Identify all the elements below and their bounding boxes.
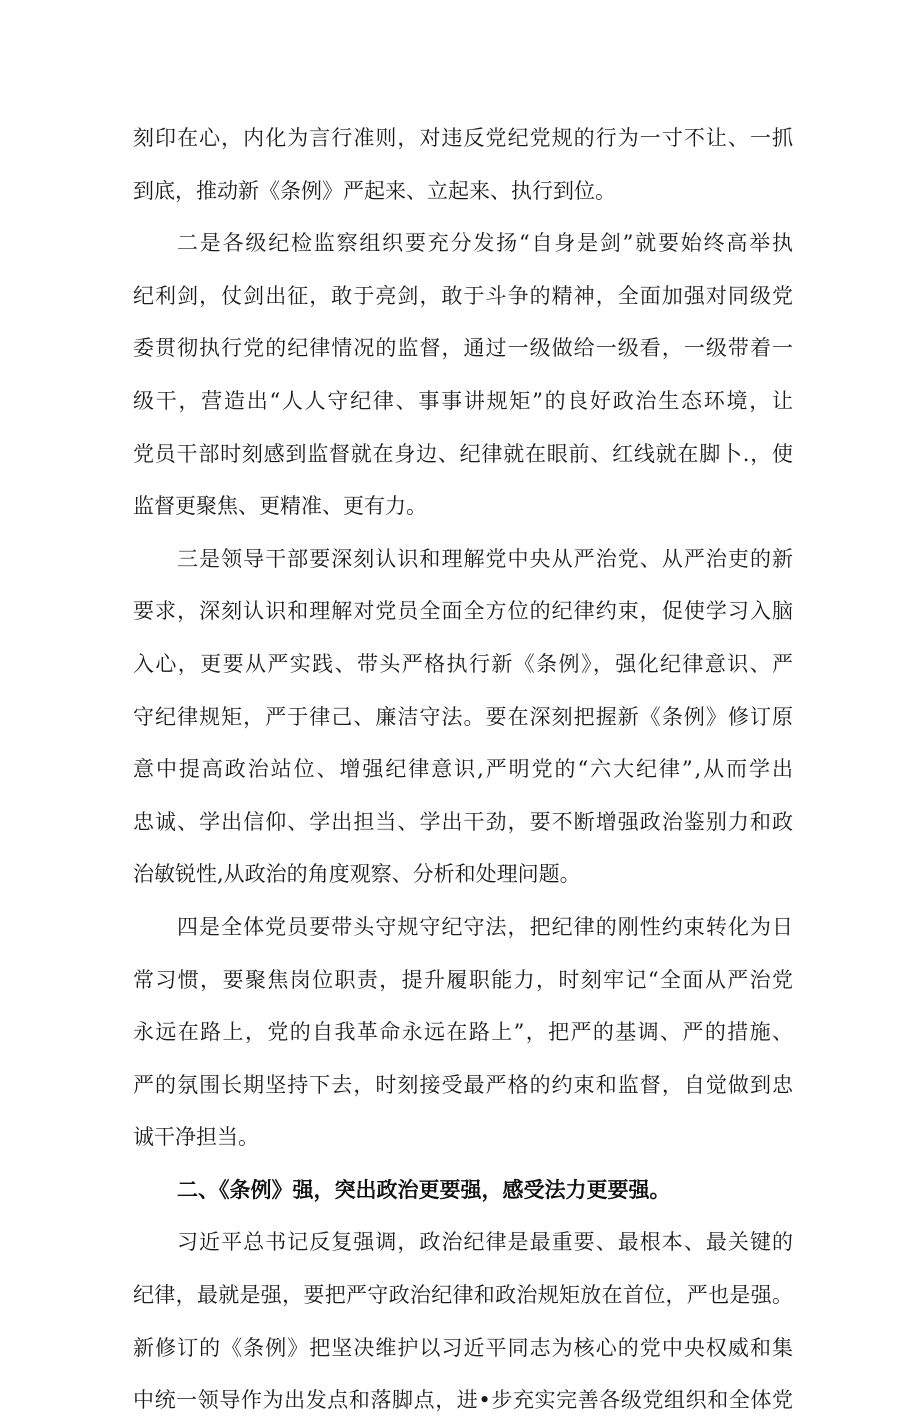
- text-line: [133, 1322, 793, 1375]
- text-line-content: 党员干部时刻感到监督就在身边、纪律就在眼前、红线就在脚卜.，使: [133, 441, 794, 466]
- text-line: [133, 112, 793, 165]
- text-line: [133, 480, 793, 533]
- text-line-content: 监督更聚焦、更精准、更有力。: [133, 494, 427, 519]
- text-line: [133, 533, 793, 586]
- text-line-content: 刻印在心，内化为言行准则，对违反党纪党规的行为一寸不让、一抓: [133, 126, 795, 150]
- text-line: [133, 217, 793, 270]
- section-heading: [133, 1164, 793, 1217]
- text-line: [133, 165, 793, 218]
- text-line-content: 新修订的《条例》把坚决维护以习近平同志为核心的党中央权威和集: [133, 1335, 795, 1360]
- text-line-content: 治敏锐性,从政治的角度观察、分析和处理问题。: [133, 862, 581, 887]
- text-line-content: 习近平总书记反复强调，政治纪律是最重要、最根本、最关键的: [177, 1230, 795, 1255]
- text-line-content: 永远在路上，党的自我革命永远在路上”，把严的基调、严的措施、: [133, 1020, 795, 1045]
- text-line: [133, 1111, 793, 1164]
- text-line-content: 中统一领导作为出发点和落脚点，进•步充实完善各级党组织和全体党: [133, 1388, 794, 1413]
- text-line: [133, 322, 793, 375]
- document-body: [133, 112, 793, 1427]
- text-line: [133, 901, 793, 954]
- text-line-content: 守纪律规矩，严于律己、廉洁守法。要在深刻把握新《条例》修订原: [133, 704, 795, 729]
- text-line: [133, 743, 793, 796]
- text-line-content: 意中提高政治站位、增强纪律意识,严明党的“六大纪律”,从而学出: [133, 757, 795, 782]
- text-line-content: 严的氛围长期坚持下去，时刻接受最严格的约束和监督，自觉做到忠: [133, 1072, 795, 1097]
- text-line: [133, 1216, 793, 1269]
- text-line: [133, 428, 793, 481]
- text-line-content: 纪律，最就是强，要把严守政治纪律和政治规矩放在首位，严也是强。: [133, 1283, 794, 1308]
- text-line-content: 四是全体党员要带头守规守纪守法，把纪律的刚性约束转化为日: [177, 914, 795, 939]
- text-line-content: 入心，更要从严实践、带头严格执行新《条例》，强化纪律意识、严: [133, 651, 795, 676]
- text-line: [133, 1059, 793, 1112]
- text-line-content: 三是领导干部要深刻认识和理解党中央从严治党、从严治吏的新: [177, 546, 795, 571]
- text-line-content: 委贯彻执行党的纪律情况的监督，通过一级做给一级看，一级带着一: [133, 336, 795, 361]
- text-line: [133, 1374, 793, 1427]
- text-line: [133, 1006, 793, 1059]
- text-line-content: 要求，深刻认识和理解对党员全面全方位的纪律约束，促使学习入脑: [133, 599, 795, 624]
- text-line-content: 二是各级纪检监察组织要充分发扬“自身是剑”就要始终高举执: [177, 231, 795, 256]
- text-line: [133, 954, 793, 1007]
- text-line: [133, 375, 793, 428]
- text-line: [133, 585, 793, 638]
- text-line-content: 二、《条例》强，突出政治更要强，感受法力更要强。: [177, 1177, 671, 1202]
- text-line-content: 级干，营造出“人人守纪律、事事讲规矩”的良好政治生态环境，让: [133, 388, 795, 413]
- text-line: [133, 638, 793, 691]
- text-line: [133, 1269, 793, 1322]
- text-line: [133, 270, 793, 323]
- text-line: [133, 691, 793, 744]
- text-line: [133, 848, 793, 901]
- text-line: [133, 796, 793, 849]
- text-line-content: 到底，推动新《条例》严起来、立起来、执行到位。: [133, 178, 616, 203]
- text-line-content: 纪利剑，仗剑出征，敢于亮剑，敢于斗争的精神，全面加强对同级党: [133, 283, 795, 308]
- text-line-content: 忠诚、学出信仰、学出担当、学出干劲，要不断增强政治鉴别力和政: [133, 809, 795, 834]
- text-line-content: 诚干净担当。: [133, 1125, 259, 1150]
- text-line-content: 常习惯，要聚焦岗位职责，提升履职能力，时刻牢记“全面从严治党: [133, 967, 795, 992]
